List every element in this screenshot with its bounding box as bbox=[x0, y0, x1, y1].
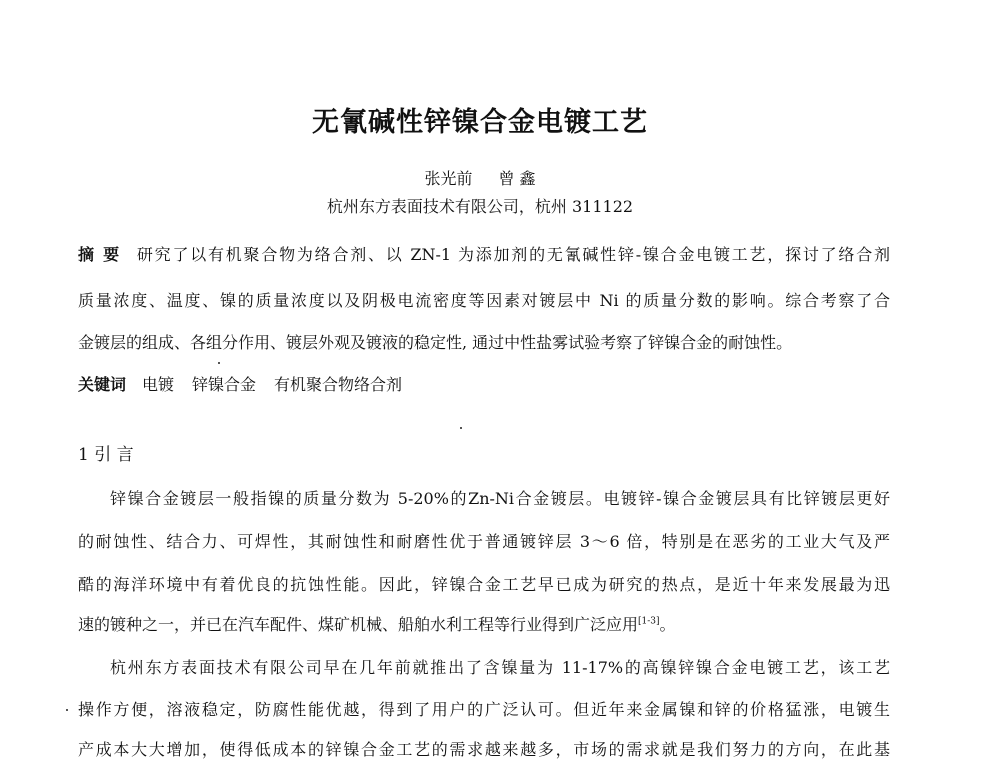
keyword: 电镀 bbox=[142, 375, 175, 394]
affiliation: 杭州东方表面技术有限公司，杭州 311122 bbox=[326, 197, 634, 216]
body-line: 产成本大大增加，使得低成本的锌镍合金工艺的需求越来越多，市场的需求就是我们努力的方向，在此基 bbox=[78, 740, 890, 759]
body-text: 速的镀种之一，并已在汽车配件、煤矿机械、船舶水利工程等行业得到广泛应用 bbox=[78, 615, 639, 634]
author-name: 张光前 bbox=[424, 169, 473, 188]
scan-speck bbox=[218, 362, 220, 364]
abstract-text: 研究了以有机聚合物为络合剂、以 ZN-1 为添加剂的无氰碱性锌-镍合金电镀工艺，探讨了络合剂 bbox=[136, 245, 890, 264]
body-line: 锌镍合金镀层一般指镍的质量分数为 5-20%的Zn-Ni合金镀层。电镀锌-镍合金镀层具有比锌镀层更好 bbox=[110, 489, 890, 508]
keyword: 有机聚合物络合剂 bbox=[274, 375, 403, 394]
keyword: 锌镍合金 bbox=[192, 375, 257, 394]
body-line: 酷的海洋环境中有着优良的抗蚀性能。因此，锌镍合金工艺早已成为研究的热点，是近十年来发展最为迅 bbox=[78, 575, 890, 594]
body-line: 的耐蚀性、结合力、可焊性，其耐蚀性和耐磨性优于普通镀锌层 3～6 倍，特别是在恶劣的工业大气及严 bbox=[78, 532, 890, 551]
abstract-line: 金镀层的组成、各组分作用、镀层外观及镀液的稳定性, 通过中性盐雾试验考察了锌镍合金的耐蚀性。 bbox=[78, 333, 793, 352]
abstract-label: 摘 要 bbox=[78, 245, 121, 264]
body-text: 。 bbox=[659, 615, 676, 634]
body-line: 操作方便，溶液稳定，防腐性能优越，得到了用户的广泛认可。但近年来金属镍和锌的价格猛涨，电镀生 bbox=[78, 700, 890, 719]
scan-speck bbox=[66, 709, 68, 711]
keywords bbox=[78, 372, 890, 395]
abstract-line bbox=[78, 242, 890, 265]
citation: [1-3] bbox=[638, 616, 660, 627]
keywords-label: 关键词 bbox=[78, 375, 127, 394]
author-name: 曾 鑫 bbox=[498, 169, 536, 188]
paper-title: 无氰碱性锌镍合金电镀工艺 bbox=[312, 107, 648, 138]
abstract-line: 质量浓度、温度、镍的质量浓度以及阴极电流密度等因素对镀层中 Ni 的质量分数的影响。综合考察了合 bbox=[78, 291, 890, 310]
body-line bbox=[78, 612, 890, 635]
body-line: 杭州东方表面技术有限公司早在几年前就推出了含镍量为 11-17%的高镍锌镍合金电镀工艺，该工艺 bbox=[110, 658, 890, 677]
authors bbox=[0, 166, 960, 189]
section-heading: 1 引 言 bbox=[78, 445, 134, 465]
scan-speck bbox=[460, 427, 462, 429]
